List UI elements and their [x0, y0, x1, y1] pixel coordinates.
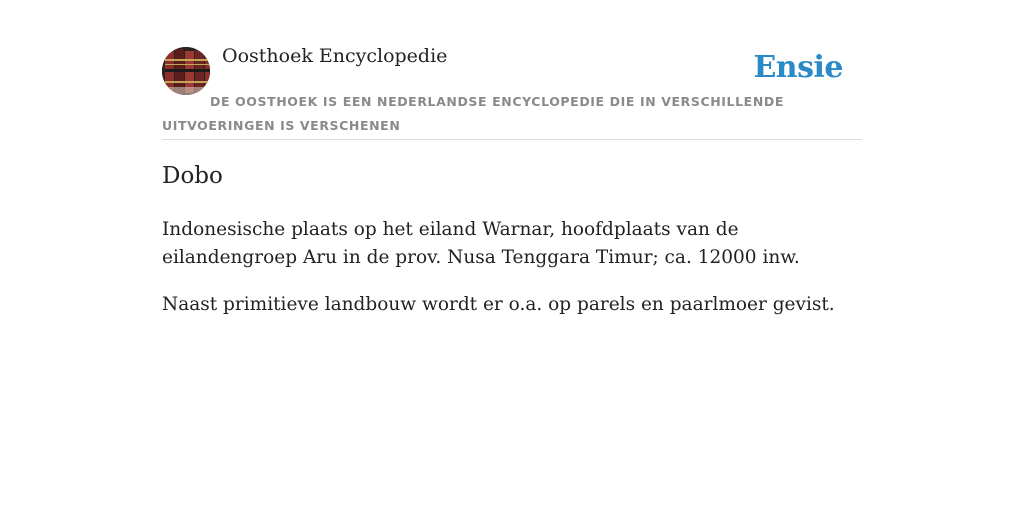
entry-title: Dobo — [162, 163, 223, 189]
divider — [162, 139, 862, 140]
source-header — [162, 0, 862, 140]
page — [162, 0, 862, 512]
source-avatar[interactable] — [162, 47, 210, 95]
entry-paragraph: Naast primitieve landbouw wordt er o.a. op parels en paarlmoer gevist. — [162, 294, 835, 315]
source-description: DE OOSTHOEK IS EEN NEDERLANDSE ENCYCLOPEDIE DIE IN VERSCHILLENDE UITVOERINGEN IS VERSCHENEN — [162, 94, 784, 133]
source-title[interactable]: Oosthoek Encyclopedie — [222, 45, 448, 67]
book-spines-icon — [162, 47, 210, 95]
entry-paragraph: Indonesische plaats op het eiland Warnar, hoofdplaats van de eilandengroep Aru in de prov. Nusa Tenggara Timur; ca. 12000 inw. — [162, 219, 800, 268]
brand-logo[interactable]: Ensie — [753, 50, 843, 85]
